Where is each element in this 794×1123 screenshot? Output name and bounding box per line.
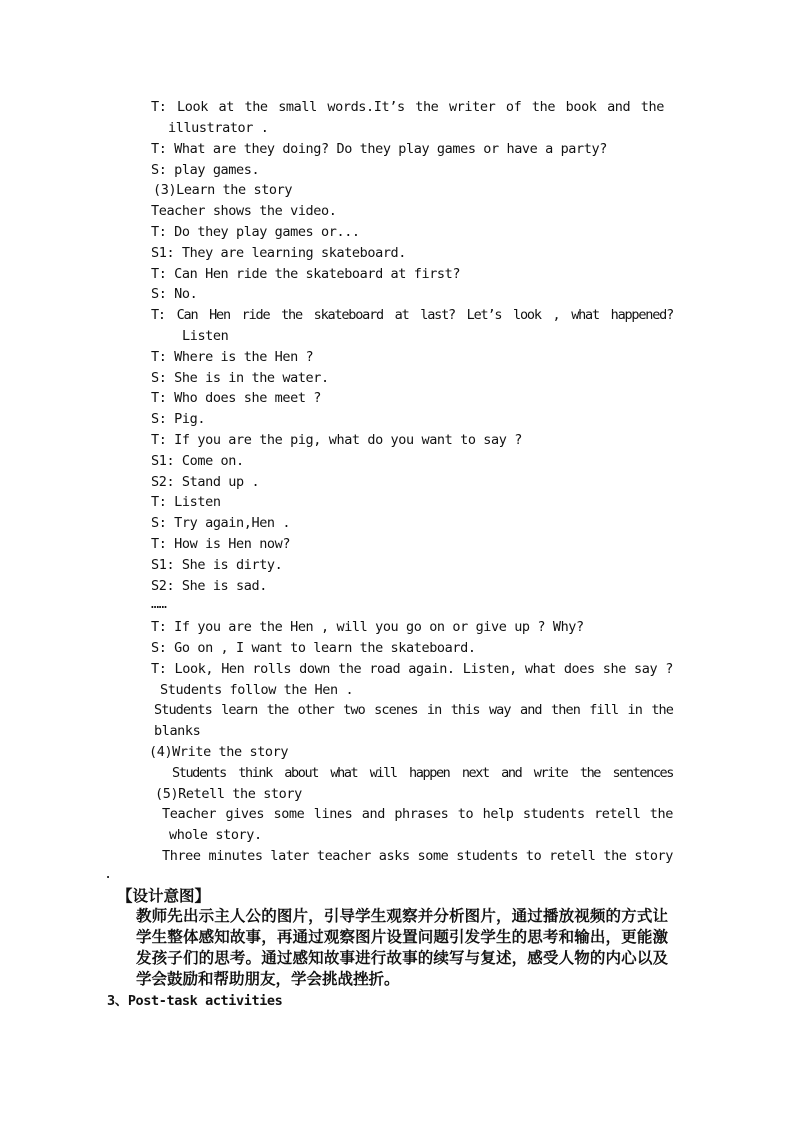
ellipsis-line: ……: [151, 596, 167, 612]
text-line: (5)Retell the story: [155, 786, 302, 802]
design-intent-heading: 【设计意图】: [117, 887, 211, 905]
text-line: S: Go on , I want to learn the skateboard.: [151, 640, 476, 656]
text-line: T: If you are the pig, what do you want to say ?: [151, 432, 522, 448]
text-line: S: Pig.: [151, 411, 206, 427]
text-line: S1: She is dirty.: [151, 557, 283, 573]
text-line: T: Who does she meet ?: [151, 390, 322, 406]
text-line: S2: Stand up .: [151, 474, 260, 490]
text-line: T: Look at the small words.It’s the writer of the book and the: [151, 99, 664, 115]
text-line: T: What are they doing? Do they play games or have a party?: [151, 141, 607, 157]
text-line: S1: Come on.: [151, 453, 244, 469]
text-line: T: Look, Hen rolls down the road again. Listen, what does she say ?: [151, 661, 673, 677]
text-line: T: Can Hen ride the skateboard at first?: [151, 266, 461, 282]
text-line: Listen: [182, 328, 229, 344]
text-line: T: How is Hen now?: [151, 536, 291, 552]
text-line: (4)Write the story: [149, 744, 289, 760]
design-intent-paragraph: 教师先出示主人公的图片，引导学生观察并分析图片，通过播放视频的方式让学生整体感知故事，再通过观察图片设置问题引发学生的思考和输出，更能激发孩子们的思考。通过感知故事进行故事的续写与复述，感受人物的内心以及学会鼓励和帮助朋友，学会挑战挫折。: [136, 907, 668, 988]
text-line: illustrator .: [168, 120, 269, 136]
text-line: T: Listen: [151, 494, 221, 510]
trailing-dot: .: [104, 866, 112, 882]
text-line: T: Where is the Hen ?: [151, 349, 314, 365]
text-line: whole story.: [169, 827, 262, 843]
text-line: S: She is in the water.: [151, 370, 329, 386]
text-line: T: Do they play games or...: [151, 224, 360, 240]
text-line: T: Can Hen ride the skateboard at last? Let’s look , what happened?: [151, 307, 673, 323]
text-line: blanks: [154, 723, 201, 739]
text-line: S: Try again,Hen .: [151, 515, 291, 531]
text-line: S2: She is sad.: [151, 578, 267, 594]
text-line: Students learn the other two scenes in this way and then fill in the: [154, 702, 673, 718]
text-line: S1: They are learning skateboard.: [151, 245, 407, 261]
section-heading-post-task: 3、Post-task activities: [107, 993, 283, 1009]
text-line: Students follow the Hen .: [160, 682, 354, 698]
text-line: S: No.: [151, 286, 198, 302]
text-line: Three minutes later teacher asks some students to retell the story: [162, 848, 673, 864]
text-line: S: play games.: [151, 162, 260, 178]
text-line: Teacher shows the video.: [151, 203, 337, 219]
text-line: Teacher gives some lines and phrases to help students retell the: [162, 806, 673, 822]
text-line: T: If you are the Hen , will you go on or give up ? Why?: [151, 619, 584, 635]
text-line: Students think about what will happen next and write the sentences: [172, 765, 673, 781]
text-line: (3)Learn the story: [153, 182, 293, 198]
